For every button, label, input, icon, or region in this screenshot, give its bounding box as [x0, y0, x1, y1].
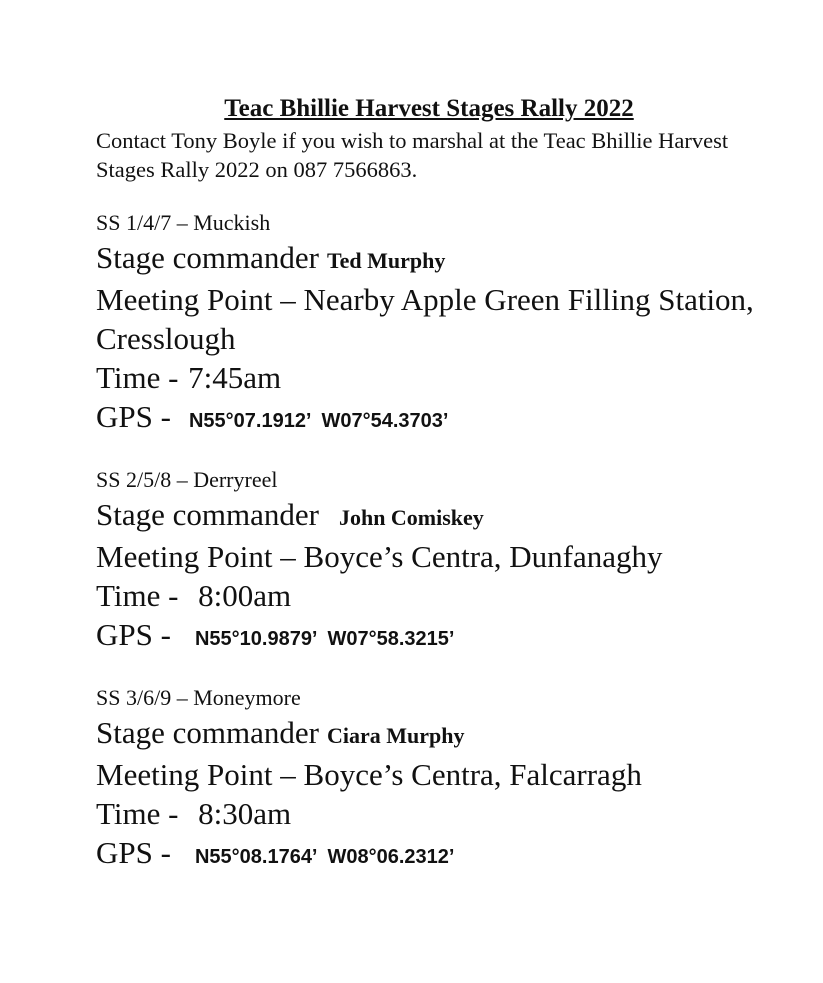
gps-line	[96, 833, 786, 877]
time-value: 8:00am	[198, 578, 292, 613]
gps-coordinates	[195, 628, 455, 650]
stage-commander-line	[96, 713, 786, 755]
stage-commander-line	[96, 495, 786, 537]
gps-coordinates	[195, 846, 455, 868]
stage-commander-label: Stage commander	[96, 715, 319, 750]
time-value: 8:30am	[198, 796, 292, 831]
gps-west: W08°06.2312’	[327, 846, 455, 868]
time-line	[96, 794, 786, 833]
time-line	[96, 358, 786, 397]
time-label: Time -	[96, 360, 179, 395]
gps-west: W07°58.3215’	[327, 628, 455, 650]
stage-heading: SS 1/4/7 – Muckish	[96, 210, 271, 235]
time-value: 7:45am	[188, 360, 282, 395]
document	[96, 94, 786, 877]
stage-heading: SS 2/5/8 – Derryreel	[96, 467, 278, 492]
gps-north: N55°10.9879’	[194, 628, 318, 650]
time-line	[96, 576, 786, 615]
time-label: Time -	[96, 796, 179, 831]
stage-commander-label: Stage commander	[96, 240, 319, 275]
stage-block-2	[96, 467, 786, 659]
stage-block-3	[96, 685, 786, 877]
meeting-point: Meeting Point – Boyce’s Centra, Falcarragh	[96, 757, 642, 792]
stage-commander-name: Ted Murphy	[326, 248, 446, 273]
gps-north: N55°08.1764’	[194, 846, 318, 868]
stage-commander-name: Ciara Murphy	[326, 723, 465, 748]
gps-label: GPS -	[96, 617, 171, 652]
gps-line	[96, 615, 786, 659]
meeting-point: Meeting Point – Nearby Apple Green Filling Station, Cresslough	[96, 282, 754, 356]
stage-commander-line	[96, 238, 786, 280]
time-label: Time -	[96, 578, 179, 613]
intro-paragraph: Contact Tony Boyle if you wish to marshal at the Teac Bhillie Harvest Stages Rally 2022 on 087 7566863.	[96, 128, 729, 182]
gps-label: GPS -	[96, 835, 171, 870]
gps-west: W07°54.3703’	[321, 410, 449, 432]
stage-heading: SS 3/6/9 – Moneymore	[96, 685, 301, 710]
stage-commander-name: John Comiskey	[338, 505, 484, 530]
gps-line	[96, 397, 786, 441]
gps-coordinates	[189, 410, 449, 432]
stage-block-1	[96, 210, 786, 441]
gps-label: GPS -	[96, 399, 171, 434]
stage-commander-label: Stage commander	[96, 497, 319, 532]
gps-north: N55°07.1912’	[188, 410, 312, 432]
document-title: Teac Bhillie Harvest Stages Rally 2022	[224, 95, 634, 122]
meeting-point: Meeting Point – Boyce’s Centra, Dunfanaghy	[96, 539, 663, 574]
